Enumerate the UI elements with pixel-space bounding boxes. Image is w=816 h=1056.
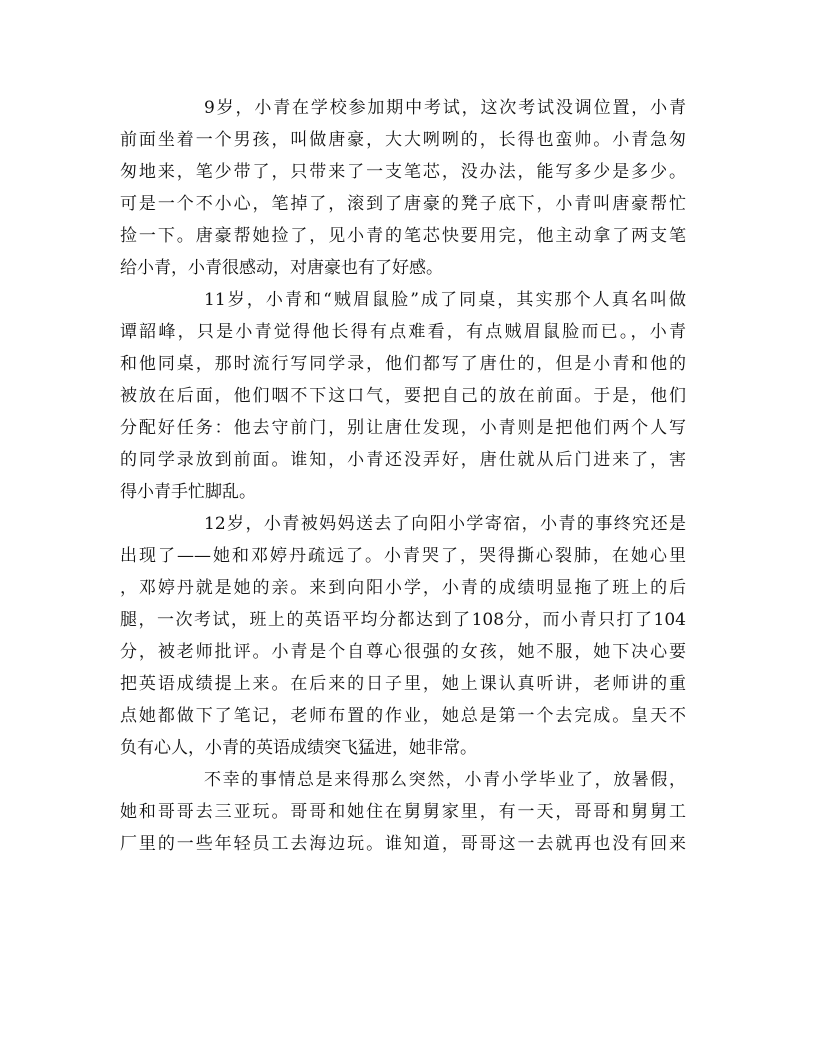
document-body [120,92,686,860]
text-line: 给小青，小青很感动，对唐豪也有了好感。 [120,258,443,278]
text-line: 谭韶峰，只是小青觉得他长得有点难看，有点贼眉鼠脸而已。，小青 [120,322,686,342]
text-line: 把英语成绩提上来。在后来的日子里，她上课认真听讲，老师讲的重 [120,674,686,694]
text-line: 11岁，小青和“贼眉鼠脸”成了同桌，其实那个人真名叫做 [204,290,686,310]
text-line: 9岁，小青在学校参加期中考试，这次考试没调位置，小青 [204,98,686,118]
paragraph-4 [120,764,686,860]
text-line: 她和哥哥去三亚玩。哥哥和她住在舅舅家里，有一天，哥哥和舅舅工 [120,802,686,822]
text-line: 负有心人，小青的英语成绩突飞猛进，她非常。 [120,738,477,758]
text-line: 匆地来，笔少带了，只带来了一支笔芯，没办法，能写多少是多少。 [120,162,686,182]
text-line: 厂里的一些年轻员工去海边玩。谁知道，哥哥这一去就再也没有回来 [120,834,686,854]
text-line: 出现了——她和邓婷丹疏远了。小青哭了，哭得撕心裂肺，在她心里 [120,546,686,566]
text-line: 分配好任务：他去守前门，别让唐仕发现，小青则是把他们两个人写 [120,418,686,438]
text-line: 前面坐着一个男孩，叫做唐豪，大大咧咧的，长得也蛮帅。小青急匆 [120,130,686,150]
text-line: 的同学录放到前面。谁知，小青还没弄好，唐仕就从后门进来了，害 [120,450,686,470]
text-line: 不幸的事情总是来得那么突然，小青小学毕业了，放暑假， [204,770,686,790]
text-line: 腿，一次考试，班上的英语平均分都达到了108分，而小青只打了104 [120,610,686,630]
text-line: 可是一个不小心，笔掉了，滚到了唐豪的凳子底下，小青叫唐豪帮忙 [120,194,686,214]
text-line: 分，被老师批评。小青是个自尊心很强的女孩，她不服，她下决心要 [120,642,686,662]
text-line: 得小青手忙脚乱。 [120,482,256,502]
text-line: ，邓婷丹就是她的亲。来到向阳小学，小青的成绩明显拖了班上的后 [120,578,686,598]
paragraph-1 [120,92,686,284]
paragraph-3 [120,508,686,764]
text-line: 捡一下。唐豪帮她捡了，见小青的笔芯快要用完，他主动拿了两支笔 [120,226,686,246]
text-line: 点她都做下了笔记，老师布置的作业，她总是第一个去完成。皇天不 [120,706,686,726]
text-line: 和他同桌，那时流行写同学录，他们都写了唐仕的，但是小青和他的 [120,354,686,374]
text-line: 被放在后面，他们咽不下这口气，要把自己的放在前面。于是，他们 [120,386,686,406]
text-line: 12岁，小青被妈妈送去了向阳小学寄宿，小青的事终究还是 [204,514,686,534]
paragraph-2 [120,284,686,508]
